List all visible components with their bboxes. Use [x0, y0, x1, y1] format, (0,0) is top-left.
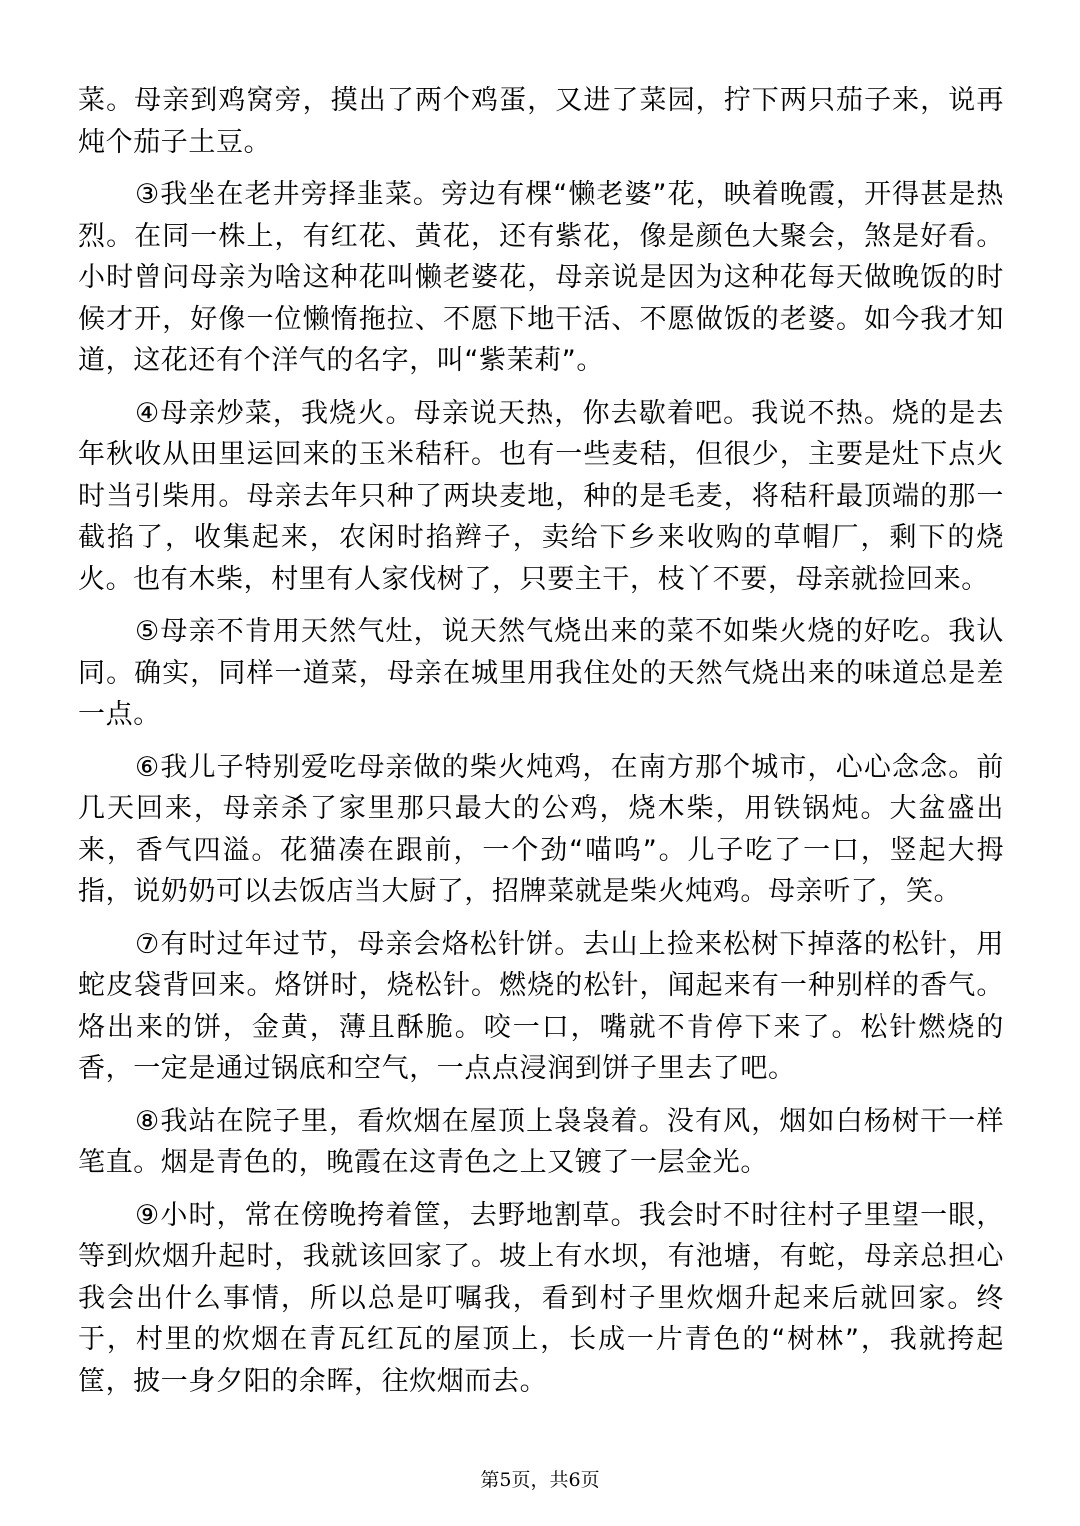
paragraph-4: ④母亲炒菜，我烧火。母亲说天热，你去歇着吧。我说不热。烧的是去年秋收从田里运回来的玉米秸秆。也有一些麦秸，但很少，主要是灶下点火时当引柴用。母亲去年只种了两块麦地，种的是毛麦，将秸秆最顶端的那一截掐了，收集起来，农闲时掐辫子，卖给下乡来收购的草帽厂，剩下的烧火。也有木柴，村里有人家伐树了，只要主干，枝丫不要，母亲就捡回来。: [78, 397, 1004, 595]
paragraph-3: ③我坐在老井旁择韭菜。旁边有棵“懒老婆”花，映着晚霞，开得甚是热烈。在同一株上，有红花、黄花，还有紫花，像是颜色大聚会，煞是好看。小时曾问母亲为啥这种花叫懒老婆花，母亲说是因为这种花每天做晚饭的时候才开，好像一位懒惰拖拉、不愿下地干活、不愿做饭的老婆。如今我才知道，这花还有个洋气的名字，叫“紫茉莉”。: [78, 179, 1004, 376]
paragraph-8: ⑧我站在院子里，看炊烟在屋顶上袅袅着。没有风，烟如白杨树干一样笔直。烟是青色的，晚霞在这青色之上又镀了一层金光。: [78, 1105, 1004, 1178]
paragraph-7: ⑦有时过年过节，母亲会烙松针饼。去山上捡来松树下掉落的松针，用蛇皮袋背回来。烙饼时，烧松针。燃烧的松针，闻起来有一种别样的香气。烙出来的饼，金黄，薄且酥脆。咬一口，嘴就不肯停下来了。松针燃烧的香，一定是通过锅底和空气，一点点浸润到饼子里去了吧。: [78, 928, 1004, 1084]
paragraph-6: ⑥我儿子特别爱吃母亲做的柴火炖鸡，在南方那个城市，心心念念。前几天回来，母亲杀了家里那只最大的公鸡，烧木柴，用铁锅炖。大盆盛出来，香气四溢。花猫凑在跟前，一个劲“喵呜”。儿子吃了一口，竖起大拇指，说奶奶可以去饭店当大厨了，招牌菜就是柴火炖鸡。母亲听了，笑。: [78, 751, 1004, 907]
article-body: [78, 80, 1004, 1413]
paragraph-9: ⑨小时，常在傍晚挎着筐，去野地割草。我会时不时往村子里望一眼，等到炊烟升起时，我就该回家了。坡上有水坝，有池塘，有蛇，母亲总担心我会出什么事情，所以总是叮嘱我，看到村子里炊烟升起来后就回家。终于，村里的炊烟在青瓦红瓦的屋顶上，长成一片青色的“树林”，我就挎起筐，披一身夕阳的余晖，往炊烟而去。: [78, 1199, 1004, 1397]
paragraph-continuation: 菜。母亲到鸡窝旁，摸出了两个鸡蛋，又进了菜园，拧下两只茄子来，说再炖个茄子土豆。: [78, 85, 1004, 158]
page-number: 第5页，共6页: [480, 1469, 600, 1491]
paragraph-5: ⑤母亲不肯用天然气灶，说天然气烧出来的菜不如柴火烧的好吃。我认同。确实，同样一道菜，母亲在城里用我住处的天然气烧出来的味道总是差一点。: [78, 616, 1004, 730]
